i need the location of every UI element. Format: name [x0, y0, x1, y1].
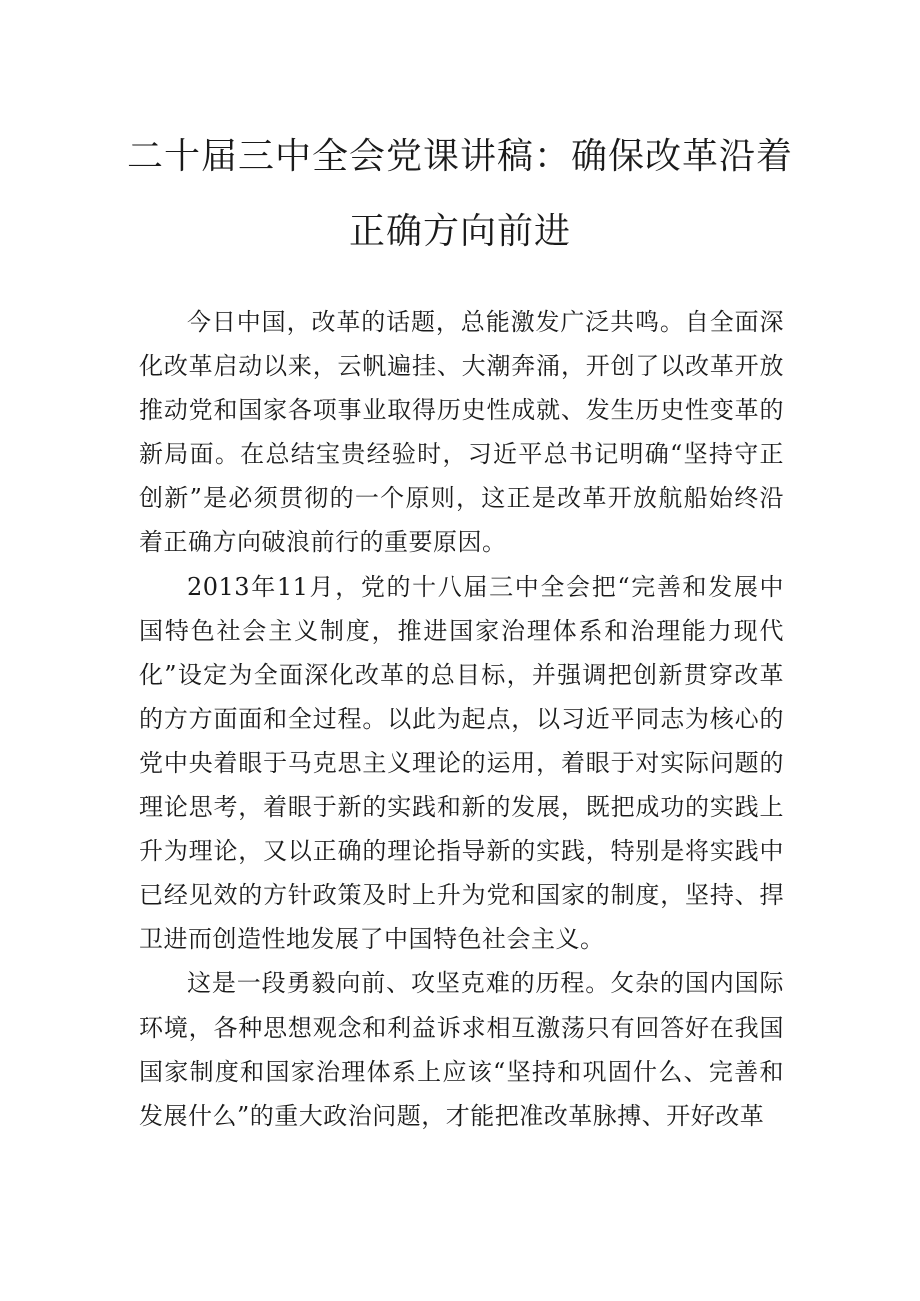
paragraph-1: 今日中国，改革的话题，总能激发广泛共鸣。自全面深化改革启动以来，云帆遍挂、大潮奔涌，开创了以改革开放推动党和国家各项事业取得历史性成就、发生历史性变革的新局面。在总结宝贵经验时，习近平总书记明确“坚持守正创新”是必须贯彻的一个原则，这正是改革开放航船始终沿着正确方向破浪前行的重要原因。 [139, 308, 784, 557]
paragraph-2: 2013年11月，党的十八届三中全会把“完善和发展中国特色社会主义制度，推进国家治理体系和治理能力现代化”设定为全面深化改革的总目标，并强调把创新贯穿改革的方方面面和全过程。以此为起点，以习近平同志为核心的党中央着眼于马克思主义理论的运用，着眼于对实际问题的理论思考，着眼于新的实践和新的发展，既把成功的实践上升为理论，又以正确的理论指导新的实践，特别是将实践中已经见效的方针政策及时上升为党和国家的制度，坚持、捍卫进而创造性地发展了中国特色社会主义。 [139, 572, 784, 954]
document-title-line-2: 正确方向前进 [348, 211, 571, 252]
paragraph-3: 这是一段勇毅向前、攻坚克难的历程。攵杂的国内国际环境，各种思想观念和利益诉求相互激荡只有回答好在我国国家制度和国家治理体系上应该“坚持和巩固什么、完善和发展什么”的重大政治问题，才能把准改革脉搏、开好改革 [139, 969, 784, 1130]
document-title-line-1: 二十届三中全会党课讲稿：确保改革沿着 [126, 136, 793, 177]
document-body [139, 300, 784, 1138]
